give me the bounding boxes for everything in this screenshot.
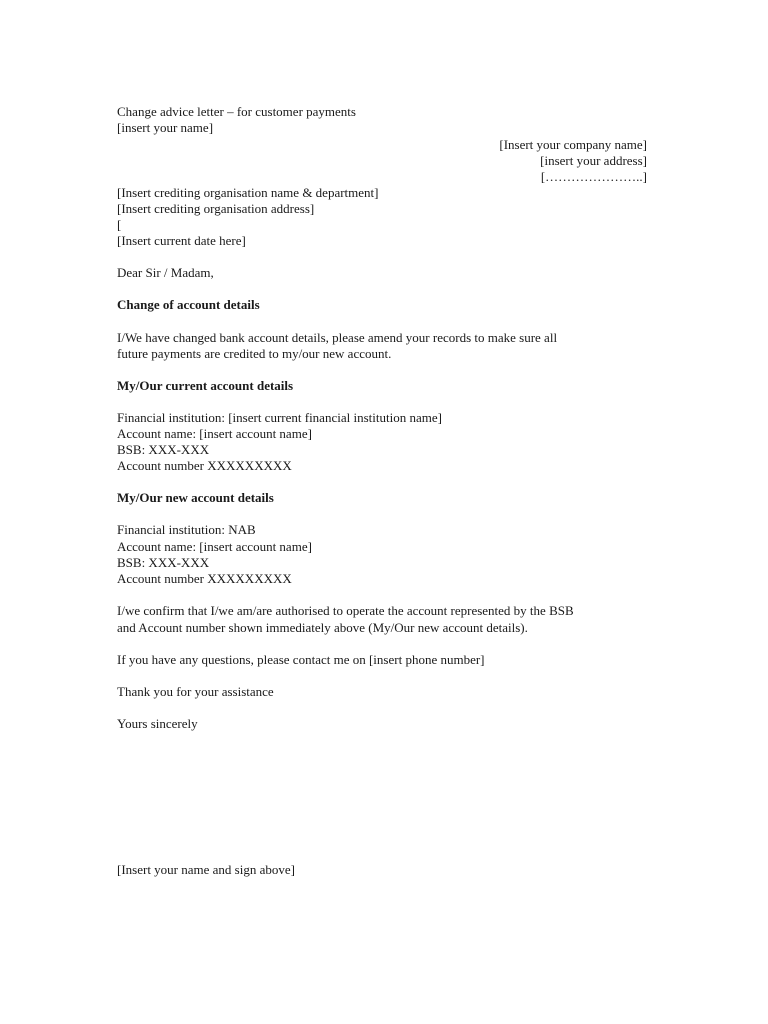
current-institution: Financial institution: [insert current financial institution name] [117, 410, 442, 425]
recipient-org-name: [Insert crediting organisation name & department] [117, 185, 379, 200]
subject-heading: Change of account details [117, 297, 260, 312]
thanks-line: Thank you for your assistance [117, 684, 274, 699]
salutation: Dear Sir / Madam, [117, 265, 214, 280]
sender-company: [Insert your company name] [499, 137, 647, 152]
new-bsb: BSB: XXX-XXX [117, 555, 210, 570]
signature-line: [Insert your name and sign above] [117, 862, 295, 877]
letter-author-name: [insert your name] [117, 120, 214, 135]
new-account-number: Account number XXXXXXXXX [117, 571, 292, 586]
new-account-heading: My/Our new account details [117, 490, 274, 505]
sender-address-extra: […………………..] [540, 169, 647, 184]
questions-line: If you have any questions, please contact me on [insert phone number] [117, 652, 485, 667]
recipient-bracket: [ [117, 217, 122, 232]
current-bsb: BSB: XXX-XXX [117, 442, 210, 457]
sender-address: [insert your address] [540, 153, 647, 168]
confirm-line-1: I/we confirm that I/we am/are authorised to operate the account represented by the BSB [117, 603, 574, 618]
intro-line-2: future payments are credited to my/our new account. [117, 346, 392, 361]
letter-title: Change advice letter – for customer payments [117, 104, 356, 119]
recipient-org-address: [Insert crediting organisation address] [117, 201, 315, 216]
current-account-number: Account number XXXXXXXXX [117, 458, 292, 473]
intro-line-1: I/We have changed bank account details, please amend your records to make sure all [117, 330, 558, 345]
letter-date: [Insert current date here] [117, 233, 246, 248]
closing-line: Yours sincerely [117, 716, 198, 731]
new-account-name: Account name: [insert account name] [117, 539, 312, 554]
new-institution: Financial institution: NAB [117, 522, 256, 537]
current-account-heading: My/Our current account details [117, 378, 294, 393]
confirm-line-2: and Account number shown immediately above (My/Our new account details). [117, 620, 528, 635]
current-account-name: Account name: [insert account name] [117, 426, 312, 441]
